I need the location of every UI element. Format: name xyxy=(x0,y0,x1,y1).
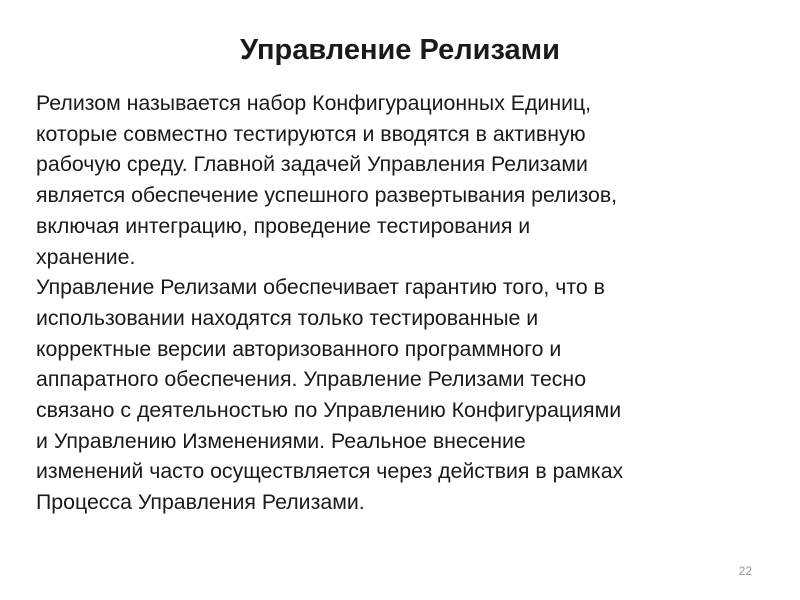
text-line: аппаратного обеспечения. Управление Релизами тесно xyxy=(36,367,587,392)
slide-title: Управление Релизами xyxy=(240,34,560,66)
page-number: 22 xyxy=(738,564,752,578)
text-line: хранение. xyxy=(36,244,136,269)
text-line: включая интеграцию, проведение тестирования и xyxy=(36,213,531,238)
text-line: связано с деятельностью по Управлению Конфигурациями xyxy=(36,398,622,423)
slide-body xyxy=(36,88,776,518)
text-line: является обеспечение успешного развертывания релизов, xyxy=(36,183,618,208)
text-line: Релизом называется набор Конфигурационных Единиц, xyxy=(36,91,592,115)
text-line: рабочую среду. Главной задачей Управления Релизами xyxy=(36,152,588,177)
text-line: изменений часто осуществляется через действия в рамках xyxy=(36,459,624,484)
text-line: Управление Релизами обеспечивает гарантию того, что в xyxy=(36,275,605,300)
paragraph-release-management xyxy=(36,272,776,518)
text-line: Процесса Управления Релизами. xyxy=(36,490,365,515)
text-line: и Управлению Изменениями. Реальное внесение xyxy=(36,428,526,453)
paragraph-release-definition xyxy=(36,88,776,272)
text-line: корректные версии авторизованного программного и xyxy=(36,336,562,361)
text-line: которые совместно тестируются и вводятся в активную xyxy=(36,121,586,146)
text-line: использовании находятся только тестированные и xyxy=(36,305,539,330)
